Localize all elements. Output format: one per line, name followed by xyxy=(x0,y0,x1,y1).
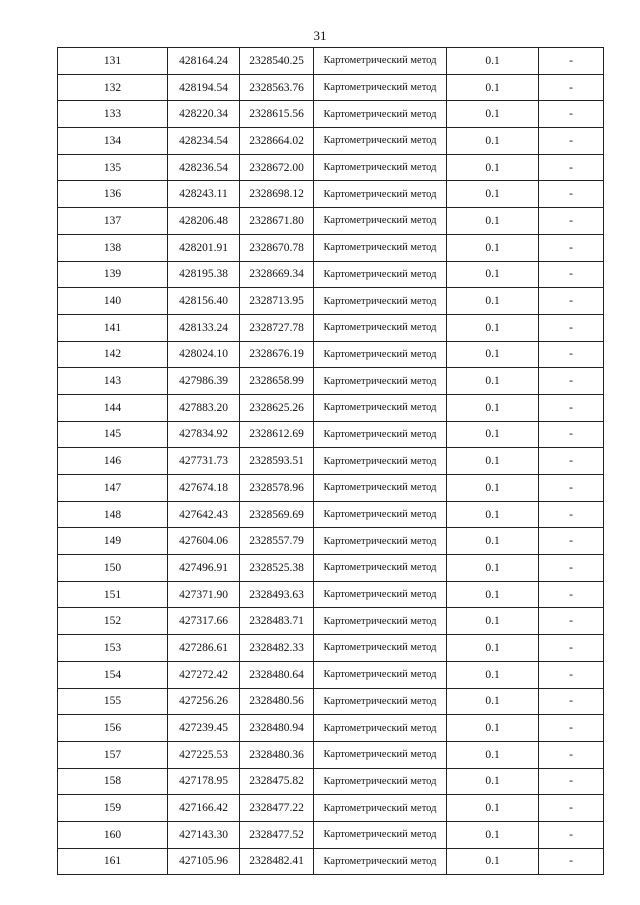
point-number-cell: 131 xyxy=(58,48,168,75)
x-coordinate-cell: 427731.73 xyxy=(168,448,240,475)
x-coordinate-cell: 428164.24 xyxy=(168,48,240,75)
method-cell: Картометрический метод xyxy=(314,688,447,715)
accuracy-cell: 0.1 xyxy=(447,475,539,502)
accuracy-cell: 0.1 xyxy=(447,208,539,235)
point-number-cell: 135 xyxy=(58,154,168,181)
point-number-cell: 150 xyxy=(58,555,168,582)
method-cell: Картометрический метод xyxy=(314,715,447,742)
method-cell: Картометрический метод xyxy=(314,555,447,582)
x-coordinate-cell: 427178.95 xyxy=(168,768,240,795)
table-row xyxy=(58,48,604,75)
table-row xyxy=(58,715,604,742)
y-coordinate-cell: 2328658.99 xyxy=(240,368,314,395)
accuracy-cell: 0.1 xyxy=(447,635,539,662)
x-coordinate-cell: 427496.91 xyxy=(168,555,240,582)
y-coordinate-cell: 2328525.38 xyxy=(240,555,314,582)
x-coordinate-cell: 428195.38 xyxy=(168,261,240,288)
accuracy-cell: 0.1 xyxy=(447,848,539,875)
y-coordinate-cell: 2328493.63 xyxy=(240,581,314,608)
method-cell: Картометрический метод xyxy=(314,128,447,155)
method-cell: Картометрический метод xyxy=(314,635,447,662)
description-cell: - xyxy=(539,448,604,475)
description-cell: - xyxy=(539,848,604,875)
description-cell: - xyxy=(539,261,604,288)
accuracy-cell: 0.1 xyxy=(447,234,539,261)
x-coordinate-cell: 427642.43 xyxy=(168,501,240,528)
accuracy-cell: 0.1 xyxy=(447,448,539,475)
point-number-cell: 161 xyxy=(58,848,168,875)
y-coordinate-cell: 2328480.36 xyxy=(240,741,314,768)
method-cell: Картометрический метод xyxy=(314,581,447,608)
y-coordinate-cell: 2328557.79 xyxy=(240,528,314,555)
accuracy-cell: 0.1 xyxy=(447,48,539,75)
method-cell: Картометрический метод xyxy=(314,528,447,555)
y-coordinate-cell: 2328482.33 xyxy=(240,635,314,662)
accuracy-cell: 0.1 xyxy=(447,608,539,635)
coordinates-table-body xyxy=(58,48,604,875)
description-cell: - xyxy=(539,181,604,208)
point-number-cell: 143 xyxy=(58,368,168,395)
accuracy-cell: 0.1 xyxy=(447,555,539,582)
point-number-cell: 147 xyxy=(58,475,168,502)
description-cell: - xyxy=(539,768,604,795)
point-number-cell: 132 xyxy=(58,74,168,101)
point-number-cell: 148 xyxy=(58,501,168,528)
y-coordinate-cell: 2328480.56 xyxy=(240,688,314,715)
x-coordinate-cell: 428133.24 xyxy=(168,314,240,341)
x-coordinate-cell: 428206.48 xyxy=(168,208,240,235)
accuracy-cell: 0.1 xyxy=(447,341,539,368)
x-coordinate-cell: 427986.39 xyxy=(168,368,240,395)
x-coordinate-cell: 428236.54 xyxy=(168,154,240,181)
description-cell: - xyxy=(539,101,604,128)
method-cell: Картометрический метод xyxy=(314,261,447,288)
table-row xyxy=(58,368,604,395)
x-coordinate-cell: 427166.42 xyxy=(168,795,240,822)
table-row xyxy=(58,448,604,475)
accuracy-cell: 0.1 xyxy=(447,821,539,848)
description-cell: - xyxy=(539,475,604,502)
x-coordinate-cell: 427272.42 xyxy=(168,661,240,688)
accuracy-cell: 0.1 xyxy=(447,261,539,288)
method-cell: Картометрический метод xyxy=(314,234,447,261)
accuracy-cell: 0.1 xyxy=(447,368,539,395)
y-coordinate-cell: 2328698.12 xyxy=(240,181,314,208)
table-row xyxy=(58,555,604,582)
point-number-cell: 141 xyxy=(58,314,168,341)
x-coordinate-cell: 427286.61 xyxy=(168,635,240,662)
y-coordinate-cell: 2328578.96 xyxy=(240,475,314,502)
table-row xyxy=(58,848,604,875)
y-coordinate-cell: 2328477.22 xyxy=(240,795,314,822)
accuracy-cell: 0.1 xyxy=(447,128,539,155)
method-cell: Картометрический метод xyxy=(314,101,447,128)
table-row xyxy=(58,261,604,288)
accuracy-cell: 0.1 xyxy=(447,314,539,341)
description-cell: - xyxy=(539,555,604,582)
accuracy-cell: 0.1 xyxy=(447,394,539,421)
accuracy-cell: 0.1 xyxy=(447,101,539,128)
description-cell: - xyxy=(539,821,604,848)
point-number-cell: 146 xyxy=(58,448,168,475)
method-cell: Картометрический метод xyxy=(314,288,447,315)
description-cell: - xyxy=(539,234,604,261)
accuracy-cell: 0.1 xyxy=(447,768,539,795)
accuracy-cell: 0.1 xyxy=(447,581,539,608)
method-cell: Картометрический метод xyxy=(314,501,447,528)
method-cell: Картометрический метод xyxy=(314,608,447,635)
table-row xyxy=(58,154,604,181)
page-number: 31 xyxy=(313,28,327,43)
description-cell: - xyxy=(539,715,604,742)
point-number-cell: 149 xyxy=(58,528,168,555)
description-cell: - xyxy=(539,608,604,635)
y-coordinate-cell: 2328664.02 xyxy=(240,128,314,155)
x-coordinate-cell: 428234.54 xyxy=(168,128,240,155)
method-cell: Картометрический метод xyxy=(314,768,447,795)
table-row xyxy=(58,528,604,555)
point-number-cell: 134 xyxy=(58,128,168,155)
accuracy-cell: 0.1 xyxy=(447,661,539,688)
table-row xyxy=(58,768,604,795)
method-cell: Картометрический метод xyxy=(314,48,447,75)
accuracy-cell: 0.1 xyxy=(447,528,539,555)
table-row xyxy=(58,181,604,208)
x-coordinate-cell: 427256.26 xyxy=(168,688,240,715)
table-row xyxy=(58,741,604,768)
description-cell: - xyxy=(539,635,604,662)
y-coordinate-cell: 2328713.95 xyxy=(240,288,314,315)
description-cell: - xyxy=(539,368,604,395)
y-coordinate-cell: 2328475.82 xyxy=(240,768,314,795)
point-number-cell: 139 xyxy=(58,261,168,288)
description-cell: - xyxy=(539,528,604,555)
method-cell: Картометрический метод xyxy=(314,848,447,875)
x-coordinate-cell: 427834.92 xyxy=(168,421,240,448)
table-row xyxy=(58,661,604,688)
accuracy-cell: 0.1 xyxy=(447,421,539,448)
description-cell: - xyxy=(539,128,604,155)
y-coordinate-cell: 2328676.19 xyxy=(240,341,314,368)
x-coordinate-cell: 428024.10 xyxy=(168,341,240,368)
x-coordinate-cell: 428243.11 xyxy=(168,181,240,208)
table-row xyxy=(58,74,604,101)
y-coordinate-cell: 2328625.26 xyxy=(240,394,314,421)
point-number-cell: 156 xyxy=(58,715,168,742)
x-coordinate-cell: 427604.06 xyxy=(168,528,240,555)
point-number-cell: 159 xyxy=(58,795,168,822)
method-cell: Картометрический метод xyxy=(314,74,447,101)
y-coordinate-cell: 2328477.52 xyxy=(240,821,314,848)
y-coordinate-cell: 2328563.76 xyxy=(240,74,314,101)
accuracy-cell: 0.1 xyxy=(447,715,539,742)
description-cell: - xyxy=(539,661,604,688)
method-cell: Картометрический метод xyxy=(314,314,447,341)
y-coordinate-cell: 2328669.34 xyxy=(240,261,314,288)
point-number-cell: 151 xyxy=(58,581,168,608)
accuracy-cell: 0.1 xyxy=(447,688,539,715)
description-cell: - xyxy=(539,288,604,315)
x-coordinate-cell: 427371.90 xyxy=(168,581,240,608)
y-coordinate-cell: 2328671.80 xyxy=(240,208,314,235)
table-row xyxy=(58,101,604,128)
table-row xyxy=(58,234,604,261)
table-row xyxy=(58,288,604,315)
x-coordinate-cell: 428156.40 xyxy=(168,288,240,315)
x-coordinate-cell: 428201.91 xyxy=(168,234,240,261)
description-cell: - xyxy=(539,795,604,822)
table-row xyxy=(58,635,604,662)
y-coordinate-cell: 2328482.41 xyxy=(240,848,314,875)
table-row xyxy=(58,501,604,528)
x-coordinate-cell: 427225.53 xyxy=(168,741,240,768)
accuracy-cell: 0.1 xyxy=(447,74,539,101)
y-coordinate-cell: 2328480.64 xyxy=(240,661,314,688)
description-cell: - xyxy=(539,341,604,368)
point-number-cell: 133 xyxy=(58,101,168,128)
y-coordinate-cell: 2328593.51 xyxy=(240,448,314,475)
table-row xyxy=(58,795,604,822)
point-number-cell: 140 xyxy=(58,288,168,315)
point-number-cell: 144 xyxy=(58,394,168,421)
y-coordinate-cell: 2328540.25 xyxy=(240,48,314,75)
method-cell: Картометрический метод xyxy=(314,181,447,208)
x-coordinate-cell: 427105.96 xyxy=(168,848,240,875)
accuracy-cell: 0.1 xyxy=(447,154,539,181)
y-coordinate-cell: 2328672.00 xyxy=(240,154,314,181)
accuracy-cell: 0.1 xyxy=(447,181,539,208)
description-cell: - xyxy=(539,394,604,421)
accuracy-cell: 0.1 xyxy=(447,288,539,315)
point-number-cell: 158 xyxy=(58,768,168,795)
method-cell: Картометрический метод xyxy=(314,421,447,448)
y-coordinate-cell: 2328483.71 xyxy=(240,608,314,635)
method-cell: Картометрический метод xyxy=(314,795,447,822)
y-coordinate-cell: 2328727.78 xyxy=(240,314,314,341)
point-number-cell: 155 xyxy=(58,688,168,715)
description-cell: - xyxy=(539,208,604,235)
x-coordinate-cell: 427317.66 xyxy=(168,608,240,635)
table-row xyxy=(58,128,604,155)
method-cell: Картометрический метод xyxy=(314,741,447,768)
y-coordinate-cell: 2328569.69 xyxy=(240,501,314,528)
point-number-cell: 138 xyxy=(58,234,168,261)
table-row xyxy=(58,821,604,848)
y-coordinate-cell: 2328612.69 xyxy=(240,421,314,448)
method-cell: Картометрический метод xyxy=(314,661,447,688)
table-row xyxy=(58,341,604,368)
point-number-cell: 142 xyxy=(58,341,168,368)
description-cell: - xyxy=(539,314,604,341)
x-coordinate-cell: 428220.34 xyxy=(168,101,240,128)
table-row xyxy=(58,394,604,421)
method-cell: Картометрический метод xyxy=(314,208,447,235)
method-cell: Картометрический метод xyxy=(314,448,447,475)
point-number-cell: 160 xyxy=(58,821,168,848)
accuracy-cell: 0.1 xyxy=(447,795,539,822)
description-cell: - xyxy=(539,581,604,608)
description-cell: - xyxy=(539,688,604,715)
table-row xyxy=(58,688,604,715)
point-number-cell: 152 xyxy=(58,608,168,635)
table-row xyxy=(58,475,604,502)
method-cell: Картометрический метод xyxy=(314,368,447,395)
point-number-cell: 154 xyxy=(58,661,168,688)
x-coordinate-cell: 427674.18 xyxy=(168,475,240,502)
x-coordinate-cell: 427239.45 xyxy=(168,715,240,742)
method-cell: Картометрический метод xyxy=(314,821,447,848)
y-coordinate-cell: 2328615.56 xyxy=(240,101,314,128)
description-cell: - xyxy=(539,48,604,75)
method-cell: Картометрический метод xyxy=(314,394,447,421)
method-cell: Картометрический метод xyxy=(314,475,447,502)
point-number-cell: 136 xyxy=(58,181,168,208)
point-number-cell: 137 xyxy=(58,208,168,235)
table-row xyxy=(58,208,604,235)
description-cell: - xyxy=(539,74,604,101)
y-coordinate-cell: 2328480.94 xyxy=(240,715,314,742)
table-row xyxy=(58,608,604,635)
accuracy-cell: 0.1 xyxy=(447,501,539,528)
point-number-cell: 153 xyxy=(58,635,168,662)
y-coordinate-cell: 2328670.78 xyxy=(240,234,314,261)
point-number-cell: 157 xyxy=(58,741,168,768)
description-cell: - xyxy=(539,501,604,528)
accuracy-cell: 0.1 xyxy=(447,741,539,768)
description-cell: - xyxy=(539,741,604,768)
table-row xyxy=(58,421,604,448)
description-cell: - xyxy=(539,421,604,448)
x-coordinate-cell: 428194.54 xyxy=(168,74,240,101)
table-row xyxy=(58,581,604,608)
coordinates-table xyxy=(57,47,604,875)
method-cell: Картометрический метод xyxy=(314,154,447,181)
point-number-cell: 145 xyxy=(58,421,168,448)
table-row xyxy=(58,314,604,341)
x-coordinate-cell: 427143.30 xyxy=(168,821,240,848)
x-coordinate-cell: 427883.20 xyxy=(168,394,240,421)
method-cell: Картометрический метод xyxy=(314,341,447,368)
description-cell: - xyxy=(539,154,604,181)
